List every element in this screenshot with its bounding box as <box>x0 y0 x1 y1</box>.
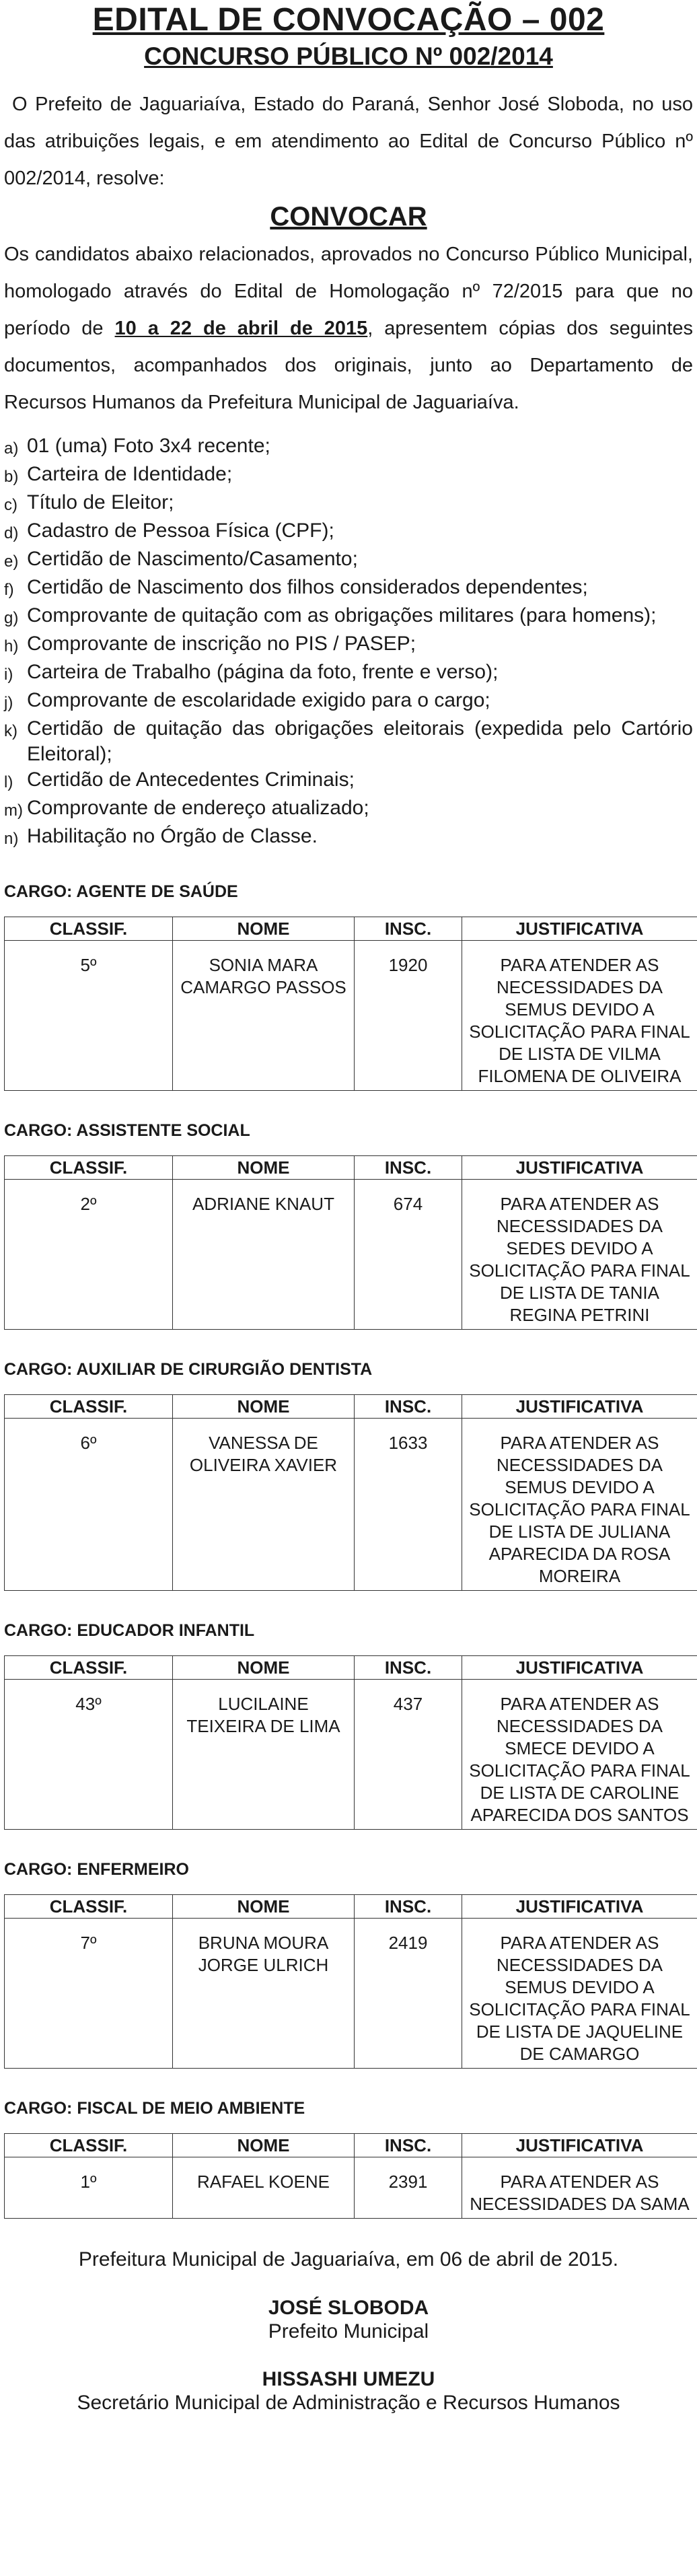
body-text-before: Os candidatos abaixo relacionados, aprovados no Concurso Público Municipal, homologado através do Edital de Homologação nº 72/2015 para que no período de <box>4 244 693 339</box>
requirement-text: Comprovante de escolaridade exigido para o cargo; <box>27 688 693 716</box>
column-header: CLASSIF. <box>5 1395 173 1419</box>
cell-nome: BRUNA MOURA JORGE ULRICH <box>173 1919 355 2069</box>
requirement-text: Carteira de Identidade; <box>27 462 693 490</box>
column-header: INSC. <box>355 1156 462 1180</box>
requirement-letter: h) <box>4 631 27 659</box>
table-row <box>5 1919 697 2069</box>
column-header: INSC. <box>355 917 462 941</box>
requirement-letter: i) <box>4 659 27 688</box>
body-text-after: , apresentem cópias dos seguintes documentos, acompanhados dos originais, junto ao Departamento de Recursos Humanos da Prefeitura Municipal de Jaguariaíva. <box>4 318 693 413</box>
candidates-table <box>4 1155 697 1330</box>
requirement-item <box>4 767 693 795</box>
cell-classif: 43º <box>5 1680 173 1830</box>
requirement-item <box>4 462 693 490</box>
column-header: JUSTIFICATIVA <box>462 1395 697 1419</box>
column-header: CLASSIF. <box>5 2134 173 2157</box>
column-header: NOME <box>173 1895 355 1919</box>
table-row <box>5 1419 697 1591</box>
cell-insc: 437 <box>355 1680 462 1830</box>
table-header-row <box>5 1895 697 1919</box>
requirement-item <box>4 603 693 631</box>
table-row <box>5 1180 697 1330</box>
cell-insc: 674 <box>355 1180 462 1330</box>
table-header-row <box>5 1656 697 1680</box>
requirement-text: Comprovante de inscrição no PIS / PASEP; <box>27 631 693 659</box>
cell-nome: ADRIANE KNAUT <box>173 1180 355 1330</box>
cell-insc: 1633 <box>355 1419 462 1591</box>
requirement-letter: j) <box>4 688 27 716</box>
requirement-letter: k) <box>4 716 27 767</box>
column-header: NOME <box>173 1656 355 1680</box>
candidates-table <box>4 1894 697 2069</box>
column-header: INSC. <box>355 1895 462 1919</box>
requirement-item <box>4 546 693 575</box>
column-header: CLASSIF. <box>5 917 173 941</box>
requirement-text: Certidão de quitação das obrigações eleitorais (expedida pelo Cartório Eleitoral); <box>27 716 693 767</box>
edital-page <box>0 1 697 2415</box>
column-header: CLASSIF. <box>5 1156 173 1180</box>
requirements-list <box>4 433 693 852</box>
requirement-letter: b) <box>4 462 27 490</box>
cell-justificativa: PARA ATENDER AS NECESSIDADES DA SAMA <box>462 2157 697 2219</box>
requirement-letter: n) <box>4 824 27 852</box>
cell-justificativa: PARA ATENDER AS NECESSIDADES DA SEMUS DEVIDO A SOLICITAÇÃO PARA FINAL DE LISTA DE JAQUELINE DE CAMARGO <box>462 1919 697 2069</box>
cell-insc: 1920 <box>355 941 462 1091</box>
cell-nome: RAFAEL KOENE <box>173 2157 355 2219</box>
column-header: JUSTIFICATIVA <box>462 2134 697 2157</box>
requirement-letter: l) <box>4 767 27 795</box>
table-header-row <box>5 2134 697 2157</box>
signer-mayor-name: JOSÉ SLOBODA <box>4 2297 693 2320</box>
column-header: JUSTIFICATIVA <box>462 1156 697 1180</box>
candidates-table <box>4 2133 697 2219</box>
table-row <box>5 1680 697 1830</box>
cell-insc: 2391 <box>355 2157 462 2219</box>
requirement-item <box>4 824 693 852</box>
candidates-table <box>4 917 697 1091</box>
cargo-heading: CARGO: FISCAL DE MEIO AMBIENTE <box>4 2098 693 2118</box>
cell-justificativa: PARA ATENDER AS NECESSIDADES DA SEMUS DEVIDO A SOLICITAÇÃO PARA FINAL DE LISTA DE VILMA FILOMENA DE OLIVEIRA <box>462 941 697 1091</box>
requirement-item <box>4 575 693 603</box>
cargo-heading: CARGO: AGENTE DE SAÚDE <box>4 882 693 902</box>
candidates-table <box>4 1655 697 1830</box>
column-header: CLASSIF. <box>5 1656 173 1680</box>
signer-secretary-name: HISSASHI UMEZU <box>4 2368 693 2391</box>
cell-justificativa: PARA ATENDER AS NECESSIDADES DA SEMUS DEVIDO A SOLICITAÇÃO PARA FINAL DE LISTA DE JULIANA APARECIDA DA ROSA MOREIRA <box>462 1419 697 1591</box>
signer-secretary-role: Secretário Municipal de Administração e Recursos Humanos <box>4 2391 693 2415</box>
cargos-section <box>4 882 693 2219</box>
requirement-item <box>4 659 693 688</box>
requirement-text: Certidão de Nascimento/Casamento; <box>27 546 693 575</box>
requirement-text: Habilitação no Órgão de Classe. <box>27 824 693 852</box>
requirement-item <box>4 688 693 716</box>
column-header: INSC. <box>355 1656 462 1680</box>
requirement-letter: d) <box>4 518 27 546</box>
requirement-item <box>4 518 693 546</box>
requirement-item <box>4 490 693 518</box>
page-subtitle: CONCURSO PÚBLICO Nº 002/2014 <box>4 42 693 71</box>
cell-justificativa: PARA ATENDER AS NECESSIDADES DA SMECE DEVIDO A SOLICITAÇÃO PARA FINAL DE LISTA DE CAROLINE APARECIDA DOS SANTOS <box>462 1680 697 1830</box>
convocar-heading: CONVOCAR <box>4 197 693 236</box>
requirement-letter: f) <box>4 575 27 603</box>
requirement-item <box>4 631 693 659</box>
requirement-text: Carteira de Trabalho (página da foto, frente e verso); <box>27 659 693 688</box>
requirement-text: Título de Eleitor; <box>27 490 693 518</box>
requirement-text: Certidão de Antecedentes Criminais; <box>27 767 693 795</box>
column-header: CLASSIF. <box>5 1895 173 1919</box>
cargo-heading: CARGO: AUXILIAR DE CIRURGIÃO DENTISTA <box>4 1359 693 1380</box>
cell-classif: 6º <box>5 1419 173 1591</box>
table-header-row <box>5 1156 697 1180</box>
table-row <box>5 941 697 1091</box>
cell-insc: 2419 <box>355 1919 462 2069</box>
column-header: NOME <box>173 917 355 941</box>
cell-nome: LUCILAINE TEIXEIRA DE LIMA <box>173 1680 355 1830</box>
table-header-row <box>5 1395 697 1419</box>
column-header: NOME <box>173 1156 355 1180</box>
requirement-item <box>4 716 693 767</box>
requirement-text: Certidão de Nascimento dos filhos considerados dependentes; <box>27 575 693 603</box>
cargo-heading: CARGO: ENFERMEIRO <box>4 1859 693 1880</box>
requirement-text: Comprovante de endereço atualizado; <box>27 795 693 824</box>
requirement-letter: e) <box>4 546 27 575</box>
requirement-letter: g) <box>4 603 27 631</box>
signer-mayor-role: Prefeito Municipal <box>4 2320 693 2344</box>
table-header-row <box>5 917 697 941</box>
requirement-letter: m) <box>4 795 27 824</box>
period-highlight: 10 a 22 de abril de 2015 <box>115 318 368 339</box>
cargo-heading: CARGO: ASSISTENTE SOCIAL <box>4 1120 693 1141</box>
requirement-text: 01 (uma) Foto 3x4 recente; <box>27 433 693 462</box>
column-header: JUSTIFICATIVA <box>462 917 697 941</box>
column-header: INSC. <box>355 1395 462 1419</box>
page-title: EDITAL DE CONVOCAÇÃO – 002 <box>4 1 693 39</box>
place-date: Prefeitura Municipal de Jaguariaíva, em 06 de abril de 2015. <box>4 2247 693 2273</box>
table-row <box>5 2157 697 2219</box>
column-header: NOME <box>173 2134 355 2157</box>
column-header: JUSTIFICATIVA <box>462 1656 697 1680</box>
cargo-heading: CARGO: EDUCADOR INFANTIL <box>4 1620 693 1641</box>
requirement-letter: c) <box>4 490 27 518</box>
column-header: JUSTIFICATIVA <box>462 1895 697 1919</box>
cell-classif: 2º <box>5 1180 173 1330</box>
column-header: INSC. <box>355 2134 462 2157</box>
requirement-text: Cadastro de Pessoa Física (CPF); <box>27 518 693 546</box>
intro-paragraph: O Prefeito de Jaguariaíva, Estado do Paraná, Senhor José Sloboda, no uso das atribuições legais, e em atendimento ao Edital de Concurso Público nº 002/2014, resolve: <box>4 86 693 197</box>
cell-justificativa: PARA ATENDER AS NECESSIDADES DA SEDES DEVIDO A SOLICITAÇÃO PARA FINAL DE LISTA DE TANIA REGINA PETRINI <box>462 1180 697 1330</box>
cell-nome: VANESSA DE OLIVEIRA XAVIER <box>173 1419 355 1591</box>
cell-classif: 7º <box>5 1919 173 2069</box>
cell-classif: 5º <box>5 941 173 1091</box>
column-header: NOME <box>173 1395 355 1419</box>
requirement-item <box>4 795 693 824</box>
cell-nome: SONIA MARA CAMARGO PASSOS <box>173 941 355 1091</box>
requirement-letter: a) <box>4 433 27 462</box>
candidates-table <box>4 1394 697 1591</box>
requirement-text: Comprovante de quitação com as obrigações militares (para homens); <box>27 603 693 631</box>
cell-classif: 1º <box>5 2157 173 2219</box>
body-paragraph <box>4 236 693 421</box>
requirement-item <box>4 433 693 462</box>
